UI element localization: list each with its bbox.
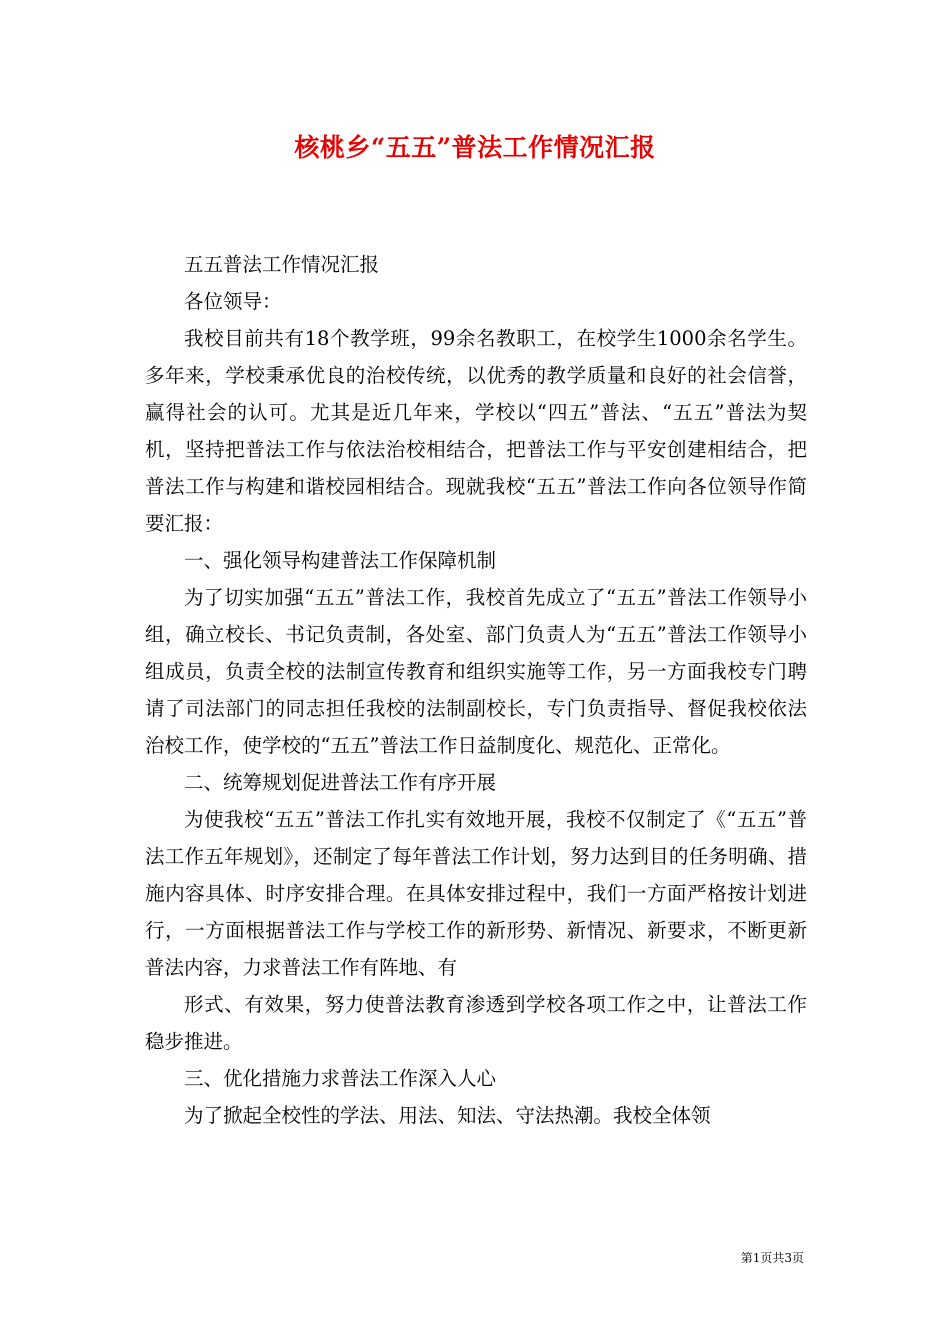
section-heading-1: 一、强化领导构建普法工作保障机制: [184, 549, 497, 572]
paragraph-salutation: 各位领导：: [184, 290, 282, 313]
document-title: 核桃乡“五五”普法工作情况汇报: [294, 133, 656, 162]
document-body: [145, 246, 807, 1134]
paragraph-section-2b: 形式、有效果，努力使普法教育渗透到学校各项工作之中，让普法工作稳步推进。: [145, 993, 807, 1053]
section-heading-3: 三、优化措施力求普法工作深入人心: [184, 1067, 497, 1090]
page-number: 第1页共3页: [740, 1251, 804, 1265]
paragraph-intro: 我校目前共有18个教学班，99余名教职工，在校学生1000余名学生。多年来，学校秉承优良的治校传统，以优秀的教学质量和良好的社会信誉，赢得社会的认可。尤其是近几年来，学校以“四五”普法、“五五”普法为契机，坚持把普法工作与依法治校相结合，把普法工作与平安创建相结合，把普法工作与构建和谐校园相结合。现就我校“五五”普法工作向各位领导作简要汇报：: [145, 327, 807, 535]
paragraph-section-3: 为了掀起全校性的学法、用法、知法、守法热潮。我校全体领: [184, 1104, 711, 1127]
section-heading-2: 二、统筹规划促进普法工作有序开展: [184, 771, 497, 794]
paragraph-section-2a: 为使我校“五五”普法工作扎实有效地开展，我校不仅制定了《“五五”普法工作五年规划》，还制定了每年普法工作计划，努力达到目的任务明确、措施内容具体、时序安排合理。在具体安排过程中，我们一方面严格按计划进行，一方面根据普法工作与学校工作的新形势、新情况、新要求，不断更新普法内容，力求普法工作有阵地、有: [145, 808, 807, 979]
paragraph-subtitle: 五五普法工作情况汇报: [184, 253, 380, 276]
paragraph-section-1: 为了切实加强“五五”普法工作，我校首先成立了“五五”普法工作领导小组，确立校长、书记负责制，各处室、部门负责人为“五五”普法工作领导小组成员，负责全校的法制宣传教育和组织实施等工作，另一方面我校专门聘请了司法部门的同志担任我校的法制副校长，专门负责指导、督促我校依法治校工作，使学校的“五五”普法工作日益制度化、规范化、正常化。: [145, 586, 807, 757]
